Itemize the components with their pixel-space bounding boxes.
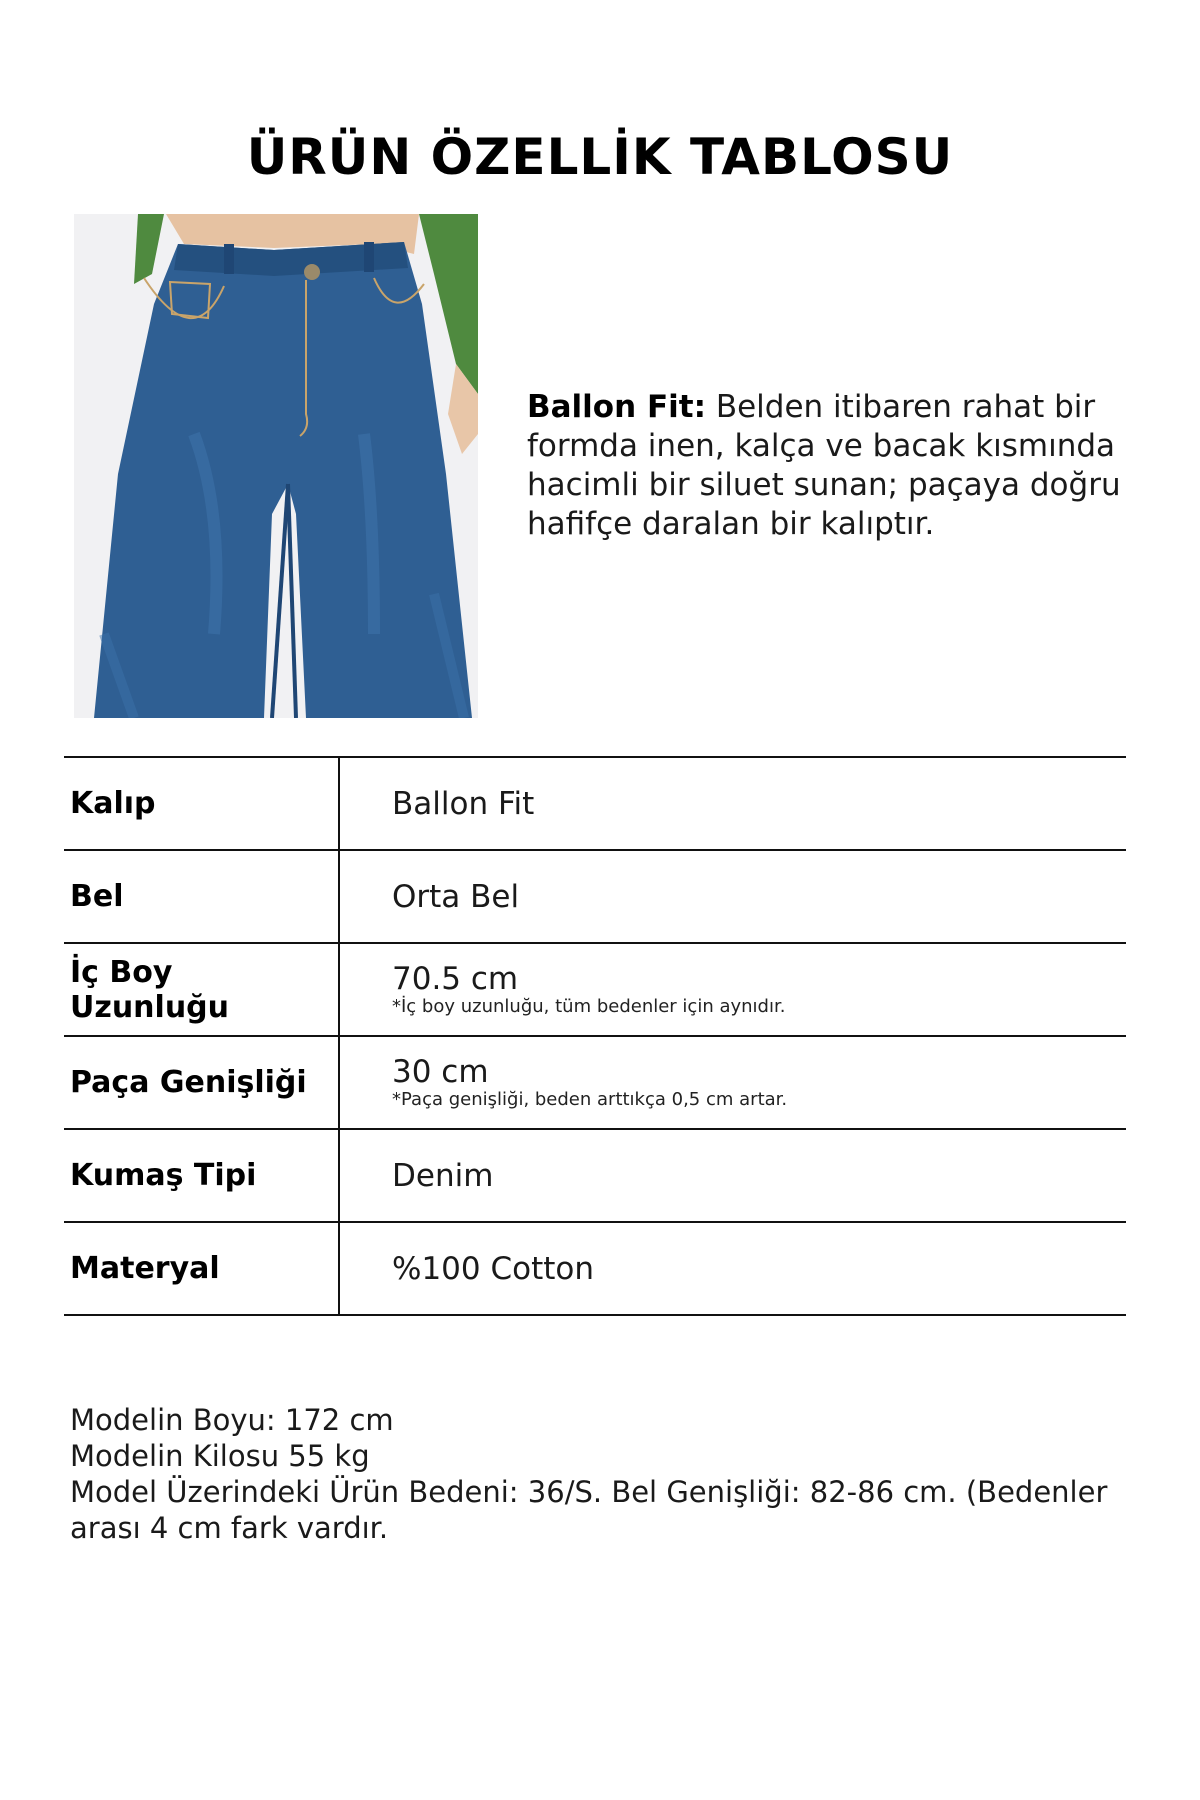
spec-value-cell bbox=[339, 850, 1126, 943]
spec-label: Materyal bbox=[64, 1222, 339, 1315]
spec-value: 30 cm bbox=[392, 1053, 489, 1090]
spec-label: Kalıp bbox=[64, 757, 339, 850]
spec-value: Denim bbox=[392, 1157, 494, 1194]
spec-label: Paça Genişliği bbox=[64, 1036, 339, 1129]
spec-note: *Paça genişliği, beden arttıkça 0,5 cm artar. bbox=[392, 1088, 788, 1110]
spec-row-bel bbox=[64, 850, 1126, 943]
spec-row-paca bbox=[64, 1036, 1126, 1129]
model-size: Model Üzerindeki Ürün Bedeni: 36/S. Bel Genişliği: 82-86 cm. (Bedenler arası 4 cm fark vardır. bbox=[70, 1475, 1108, 1545]
spec-value: Ballon Fit bbox=[392, 785, 535, 822]
fit-term: Ballon Fit: bbox=[527, 389, 706, 425]
model-info bbox=[70, 1402, 1130, 1546]
spec-row-materyal bbox=[64, 1222, 1126, 1315]
fit-description bbox=[527, 388, 1147, 544]
spec-value-cell bbox=[339, 1129, 1126, 1222]
fit-description-text: Belden itibaren rahat bir formda inen, kalça ve bacak kısmında hacimli bir siluet sunan; paçaya doğru hafifçe daralan bir kalıptır. bbox=[527, 389, 1121, 542]
model-height: Modelin Boyu: 172 cm bbox=[70, 1403, 394, 1437]
jeans-product-photo bbox=[74, 214, 478, 718]
page-title: ÜRÜN ÖZELLİK TABLOSU bbox=[246, 128, 954, 186]
spec-table bbox=[64, 756, 1126, 1316]
spec-row-ic-boy bbox=[64, 943, 1126, 1036]
spec-value-cell bbox=[339, 757, 1126, 850]
spec-row-kumas bbox=[64, 1129, 1126, 1222]
spec-note: *İç boy uzunluğu, tüm bedenler için aynıdır. bbox=[392, 995, 786, 1017]
spec-label: Kumaş Tipi bbox=[64, 1129, 339, 1222]
spec-value-cell bbox=[339, 943, 1126, 1036]
spec-value: 70.5 cm bbox=[392, 960, 519, 997]
spec-value-cell bbox=[339, 1222, 1126, 1315]
spec-label: Bel bbox=[64, 850, 339, 943]
spec-value: %100 Cotton bbox=[392, 1250, 595, 1287]
spec-row-kalip bbox=[64, 757, 1126, 850]
spec-value-cell bbox=[339, 1036, 1126, 1129]
model-weight: Modelin Kilosu 55 kg bbox=[70, 1439, 370, 1473]
spec-value: Orta Bel bbox=[392, 878, 520, 915]
spec-label: İç Boy Uzunluğu bbox=[64, 943, 339, 1036]
